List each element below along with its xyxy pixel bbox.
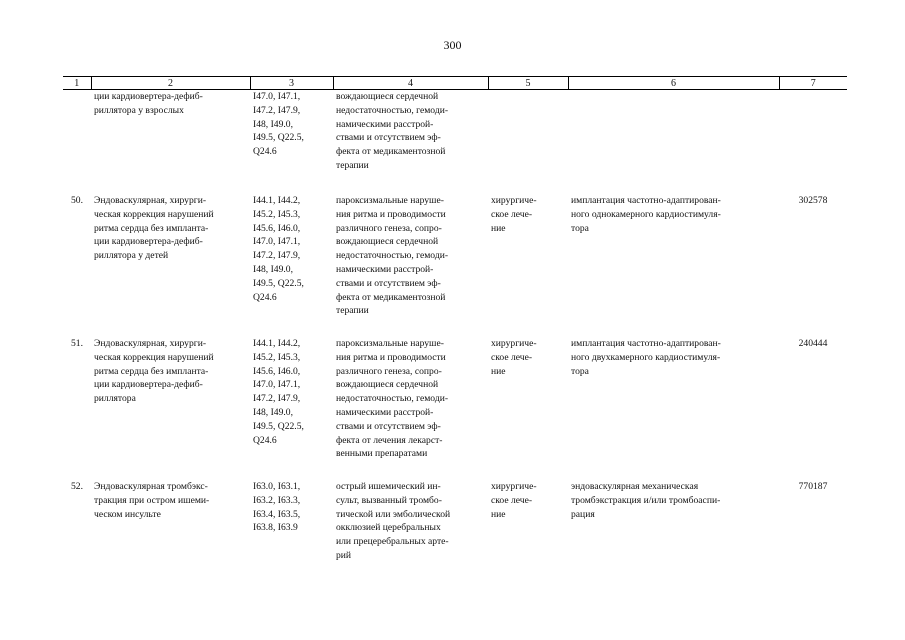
- icd-codes-line: I48, I49.0,: [253, 118, 293, 130]
- service-name-line: ческая коррекция нарушений: [94, 351, 214, 363]
- patient-model-line: окклюзией церебральных: [336, 522, 441, 534]
- patient-model-line: или прецеребральных арте-: [336, 536, 449, 548]
- icd-codes-cell: [250, 90, 333, 189]
- patient-model-line: фекта от медикаментозной: [336, 146, 446, 158]
- treatment-type-line: ние: [491, 365, 506, 377]
- patient-model-line: ствами и отсутствием эф-: [336, 277, 441, 289]
- patient-model-line: недостаточностью, гемоди-: [336, 393, 449, 405]
- service-name-line: ческая коррекция нарушений: [94, 208, 214, 220]
- treatment-method-line: тромбэкстракция и/или тромбоаспи-: [571, 494, 721, 506]
- patient-model-line: различного генеза, сопро-: [336, 365, 442, 377]
- treatment-type-line: ское лече-: [491, 494, 533, 506]
- service-name-line: ческом инсульте: [94, 508, 161, 520]
- patient-model-cell: [333, 188, 488, 334]
- service-name-line: ритма сердца без импланта-: [94, 222, 209, 234]
- column-header: 2: [91, 77, 250, 90]
- service-name-line: Эндоваскулярная, хирурги-: [94, 338, 207, 349]
- service-name-line: Эндоваскулярная тромбэкс-: [94, 481, 208, 492]
- icd-codes-line: I63.0, I63.1,: [253, 481, 301, 492]
- treatment-method-line: ного двухкамерного кардиостимуля-: [571, 351, 721, 363]
- service-name-line: тракция при остром ишеми-: [94, 494, 210, 506]
- column-number-header: [63, 77, 847, 90]
- treatment-type-line: хирургиче-: [491, 481, 537, 492]
- treatment-method-cell: [568, 188, 779, 334]
- service-name-line: ции кардиовертера-дефиб-: [94, 236, 203, 248]
- medical-services-table: [63, 76, 847, 563]
- treatment-type-line: ние: [491, 222, 506, 234]
- icd-codes-line: I48, I49.0,: [253, 263, 293, 275]
- icd-codes-line: I49.5, Q22.5,: [253, 132, 304, 144]
- service-name-line: риллятора у взрослых: [94, 104, 184, 116]
- row-number: [63, 90, 91, 189]
- treatment-type-line: хирургиче-: [491, 338, 537, 349]
- icd-codes-line: Q24.6: [253, 146, 277, 158]
- icd-codes-line: I44.1, I44.2,: [253, 195, 301, 206]
- patient-model-line: недостаточностью, гемоди-: [336, 250, 449, 262]
- patient-model-line: пароксизмальные наруше-: [336, 338, 444, 349]
- icd-codes-cell: [250, 477, 333, 563]
- patient-model-line: ствами и отсутствием эф-: [336, 420, 441, 432]
- icd-codes-line: I49.5, Q22.5,: [253, 277, 304, 289]
- icd-codes-line: I47.0, I47.1,: [253, 91, 301, 102]
- icd-codes-cell: [250, 334, 333, 477]
- icd-codes-line: I45.6, I46.0,: [253, 222, 301, 234]
- column-header: 1: [63, 77, 91, 90]
- table-row: [63, 334, 847, 477]
- patient-model-line: терапии: [336, 159, 369, 171]
- price-cell: 302578: [798, 195, 828, 206]
- treatment-type-line: ское лече-: [491, 351, 533, 363]
- service-name-cell: [91, 334, 250, 477]
- icd-codes-cell: [250, 188, 333, 334]
- treatment-method-cell: [568, 477, 779, 563]
- patient-model-line: ния ритма и проводимости: [336, 351, 446, 363]
- row-number: 52.: [71, 481, 83, 492]
- column-header: 7: [779, 77, 847, 90]
- price-cell: 240444: [798, 338, 828, 349]
- column-header: 3: [250, 77, 333, 90]
- treatment-method-line: ного однокамерного кардиостимуля-: [571, 208, 721, 220]
- treatment-method-line: рация: [571, 508, 595, 520]
- treatment-type-line: ское лече-: [491, 208, 533, 220]
- patient-model-line: острый ишемический ин-: [336, 481, 441, 492]
- page-number: 300: [443, 38, 462, 52]
- patient-model-cell: [333, 477, 488, 563]
- service-name-line: ции кардиовертера-дефиб-: [94, 91, 203, 102]
- service-name-line: ритма сердца без импланта-: [94, 365, 209, 377]
- service-name-line: риллятора у детей: [94, 250, 169, 262]
- table-row: [63, 90, 847, 189]
- treatment-method-cell: [568, 90, 779, 189]
- patient-model-line: различного генеза, сопро-: [336, 222, 442, 234]
- icd-codes-line: I45.2, I45.3,: [253, 351, 301, 363]
- column-header: 5: [488, 77, 568, 90]
- patient-model-line: пароксизмальные наруше-: [336, 195, 444, 206]
- icd-codes-line: I47.0, I47.1,: [253, 379, 301, 391]
- patient-model-line: вождающиеся сердечной: [336, 91, 439, 102]
- icd-codes-line: I45.6, I46.0,: [253, 365, 301, 377]
- icd-codes-line: I47.0, I47.1,: [253, 236, 301, 248]
- patient-model-line: ния ритма и проводимости: [336, 208, 446, 220]
- patient-model-line: ствами и отсутствием эф-: [336, 132, 441, 144]
- icd-codes-line: I63.4, I63.5,: [253, 508, 301, 520]
- icd-codes-line: I63.8, I63.9: [253, 522, 298, 534]
- treatment-method-line: имплантация частотно-адаптирован-: [571, 195, 721, 206]
- patient-model-line: намическими расстрой-: [336, 263, 434, 275]
- treatment-type-line: ние: [491, 508, 506, 520]
- icd-codes-line: I47.2, I47.9,: [253, 250, 301, 262]
- patient-model-line: намическими расстрой-: [336, 406, 434, 418]
- patient-model-line: сульт, вызванный тромбо-: [336, 494, 442, 506]
- icd-codes-line: I45.2, I45.3,: [253, 208, 301, 220]
- patient-model-line: венными препаратами: [336, 448, 428, 460]
- patient-model-cell: [333, 334, 488, 477]
- treatment-type-cell: [488, 188, 568, 334]
- patient-model-line: рий: [336, 549, 352, 561]
- icd-codes-line: I47.2, I47.9,: [253, 104, 301, 116]
- treatment-method-line: тора: [571, 365, 589, 377]
- table-row: [63, 477, 847, 563]
- treatment-type-cell: [488, 477, 568, 563]
- treatment-method-line: тора: [571, 222, 589, 234]
- patient-model-line: вождающиеся сердечной: [336, 379, 439, 391]
- icd-codes-line: Q24.6: [253, 291, 277, 303]
- treatment-type-line: хирургиче-: [491, 195, 537, 206]
- service-name-line: риллятора: [94, 393, 136, 405]
- row-number: 51.: [71, 338, 83, 349]
- patient-model-line: фекта от лечения лекарст-: [336, 434, 443, 446]
- patient-model-line: намическими расстрой-: [336, 118, 434, 130]
- icd-codes-line: I44.1, I44.2,: [253, 338, 301, 349]
- patient-model-line: вождающиеся сердечной: [336, 236, 439, 248]
- table-row: [63, 188, 847, 334]
- treatment-type-cell: [488, 334, 568, 477]
- service-name-line: ции кардиовертера-дефиб-: [94, 379, 203, 391]
- icd-codes-line: I49.5, Q22.5,: [253, 420, 304, 432]
- patient-model-line: терапии: [336, 305, 369, 317]
- icd-codes-line: I47.2, I47.9,: [253, 393, 301, 405]
- service-name-cell: [91, 90, 250, 189]
- row-number: 50.: [71, 195, 83, 206]
- treatment-type-cell: [488, 90, 568, 189]
- service-name-line: Эндоваскулярная, хирурги-: [94, 195, 207, 206]
- patient-model-line: недостаточностью, гемоди-: [336, 104, 449, 116]
- treatment-method-line: эндоваскулярная механическая: [571, 481, 699, 492]
- icd-codes-line: Q24.6: [253, 434, 277, 446]
- service-name-cell: [91, 188, 250, 334]
- service-name-cell: [91, 477, 250, 563]
- icd-codes-line: I48, I49.0,: [253, 406, 293, 418]
- patient-model-cell: [333, 90, 488, 189]
- price-cell: [779, 90, 847, 189]
- patient-model-line: фекта от медикаментозной: [336, 291, 446, 303]
- patient-model-line: тической или эмболической: [336, 508, 451, 520]
- column-header: 6: [568, 77, 779, 90]
- icd-codes-line: I63.2, I63.3,: [253, 494, 301, 506]
- treatment-method-cell: [568, 334, 779, 477]
- column-header: 4: [333, 77, 488, 90]
- treatment-method-line: имплантация частотно-адаптирован-: [571, 338, 721, 349]
- price-cell: 770187: [798, 481, 828, 492]
